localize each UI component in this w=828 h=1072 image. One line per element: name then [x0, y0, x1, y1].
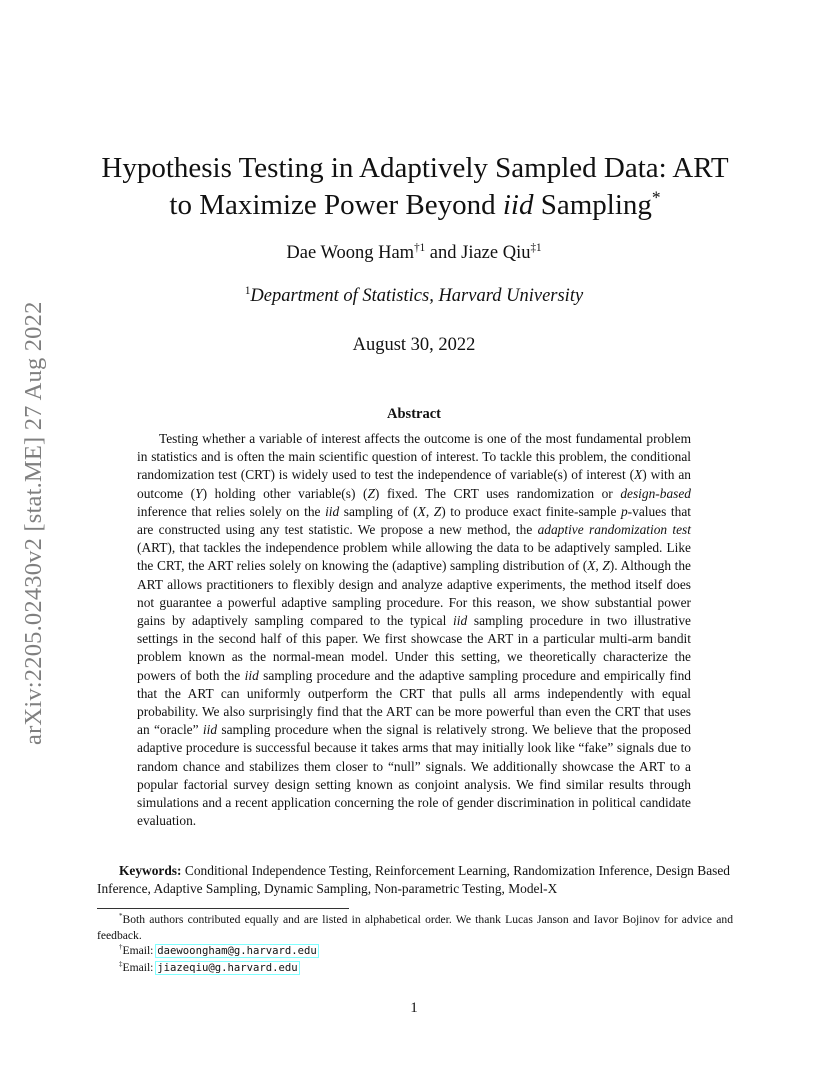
abstract-text: ) with an outcome (	[137, 467, 691, 501]
abstract-emphasis: adaptive randomization test	[537, 522, 691, 538]
title-line-2-post: Sampling	[533, 189, 652, 221]
footnote-1	[97, 912, 733, 943]
page-number: 1	[410, 1000, 418, 1016]
abstract-math: p	[620, 503, 628, 519]
footnote-divider	[97, 908, 349, 909]
email-link-ham[interactable]: daewoongham@g.harvard.edu	[157, 945, 317, 958]
abstract-text: sampling procedure and the adaptive sampling procedure and empirically find that the ART can uniformly outperform the CRT that pulls all arms independently with equal probability. We also surprisingly find that the ART can be more powerful than even the CRT that uses an “oracle”	[137, 667, 691, 738]
keywords-label: Keywords:	[119, 863, 182, 878]
abstract-text: ) fixed. The CRT uses randomization or	[374, 485, 621, 501]
abstract-math: X	[634, 467, 643, 483]
footnotes	[97, 912, 733, 976]
abstract-text: (ART), that tackles the independence problem while allowing the data to be adaptively sampled. Like the CRT, the ART relies solely on knowing the (adaptive) sampling distribution of (	[137, 540, 691, 574]
abstract-paragraph	[137, 430, 691, 830]
date: August 30, 2022	[352, 335, 476, 355]
footnote-3-label: Email:	[122, 960, 157, 974]
abstract-math: Y	[195, 485, 203, 501]
footnote-3-mark: ‡	[119, 959, 123, 968]
authors	[0, 243, 828, 264]
abstract-text: sampling procedure when the signal is relatively strong. We believe that the proposed adaptive procedure is successful because it takes arms that may initially look like “fake” signals due to random chance and stabilizes them closer to “null” signals. We additionally showcase the ART to a popular factorial survey design setting known as conjoint analysis. We find similar results through simulations and a recent application concerning the role of gender discrimination in political candidate evaluation.	[137, 722, 691, 829]
title-iid: iid	[502, 189, 534, 221]
abstract-math: Z	[367, 485, 375, 501]
footnote-2	[97, 943, 733, 960]
abstract-text: sampling procedure in two illustrative settings in the second half of this paper. We first showcase the ART in a particular multi-arm bandit problem known as the normal-mean model. Under this setting, we theoretically characterize the powers of both the	[137, 613, 692, 683]
abstract-emphasis: design-based	[620, 485, 691, 501]
affiliation-text: Department of Statistics, Harvard University	[250, 286, 584, 306]
paper-title	[60, 150, 770, 224]
abstract-emphasis: iid	[244, 667, 259, 683]
email-link-qiu[interactable]: jiazeqiu@g.harvard.edu	[157, 961, 298, 974]
footnote-2-mark: †	[119, 943, 123, 952]
abstract-emphasis: iid	[453, 613, 468, 629]
abstract-emphasis: iid	[202, 722, 218, 738]
abstract-text: inference that relies solely on the	[137, 503, 326, 519]
keywords	[97, 862, 730, 898]
abstract-text: sampling of (	[339, 503, 418, 519]
abstract-math: X, Z	[417, 503, 442, 519]
abstract-text: -values that are constructed using any test statistic. We propose a new method, the	[137, 503, 691, 538]
affiliation-mark: 1	[244, 284, 251, 297]
footnote-2-label: Email:	[122, 944, 157, 958]
author-2: Jiaze Qiu	[461, 243, 531, 263]
keywords-text: Conditional Independence Testing, Reinforcement Learning, Randomization Inference, Design Based Inference, Adaptive Sampling, Dynamic Sampling, Non-parametric Testing, Model-X	[97, 863, 730, 897]
author-connector: and	[425, 243, 462, 263]
author-1: Dae Woong Ham	[286, 243, 415, 263]
author-1-marks: †1	[414, 241, 426, 254]
title-line-2-pre: to Maximize Power Beyond	[169, 189, 503, 221]
abstract-emphasis: iid	[325, 503, 340, 519]
abstract-body	[137, 430, 691, 830]
affiliation	[0, 286, 828, 307]
abstract-heading: Abstract	[387, 406, 441, 422]
author-2-marks: ‡1	[530, 241, 542, 254]
abstract-math: X, Z	[587, 558, 610, 574]
arxiv-stamp: arXiv:2205.02430v2 [stat.ME] 27 Aug 2022	[20, 301, 47, 745]
title-footnote-mark: *	[651, 187, 661, 208]
title-line-1: Hypothesis Testing in Adaptively Sampled Data: ART	[101, 152, 729, 184]
footnote-1-mark: *	[119, 912, 123, 921]
footnote-3	[97, 960, 733, 977]
title-line-2	[60, 187, 770, 224]
abstract-text: ). Although the ART allows practitioners to flexibly design and analyze adaptive experiments, the method itself does not guarantee a powerful adaptive sampling procedure. For this reason, we show substantial power gains by adaptively sampling compared to the typical	[137, 558, 691, 629]
footnote-1-text: Both authors contributed equally and are listed in alphabetical order. We thank Lucas Janson and Iavor Bojinov for advice and feedback.	[97, 913, 733, 942]
abstract-text: ) to produce exact finite-sample	[441, 503, 621, 519]
abstract-text: ) holding other variable(s) (	[202, 485, 368, 501]
abstract-text: Testing whether a variable of interest affects the outcome is one of the most fundamental problem in statistics and is often the main scientific question of interest. To tackle this problem, the conditional randomization test (CRT) is widely used to test the independence of variable(s) of interest (	[137, 431, 691, 483]
